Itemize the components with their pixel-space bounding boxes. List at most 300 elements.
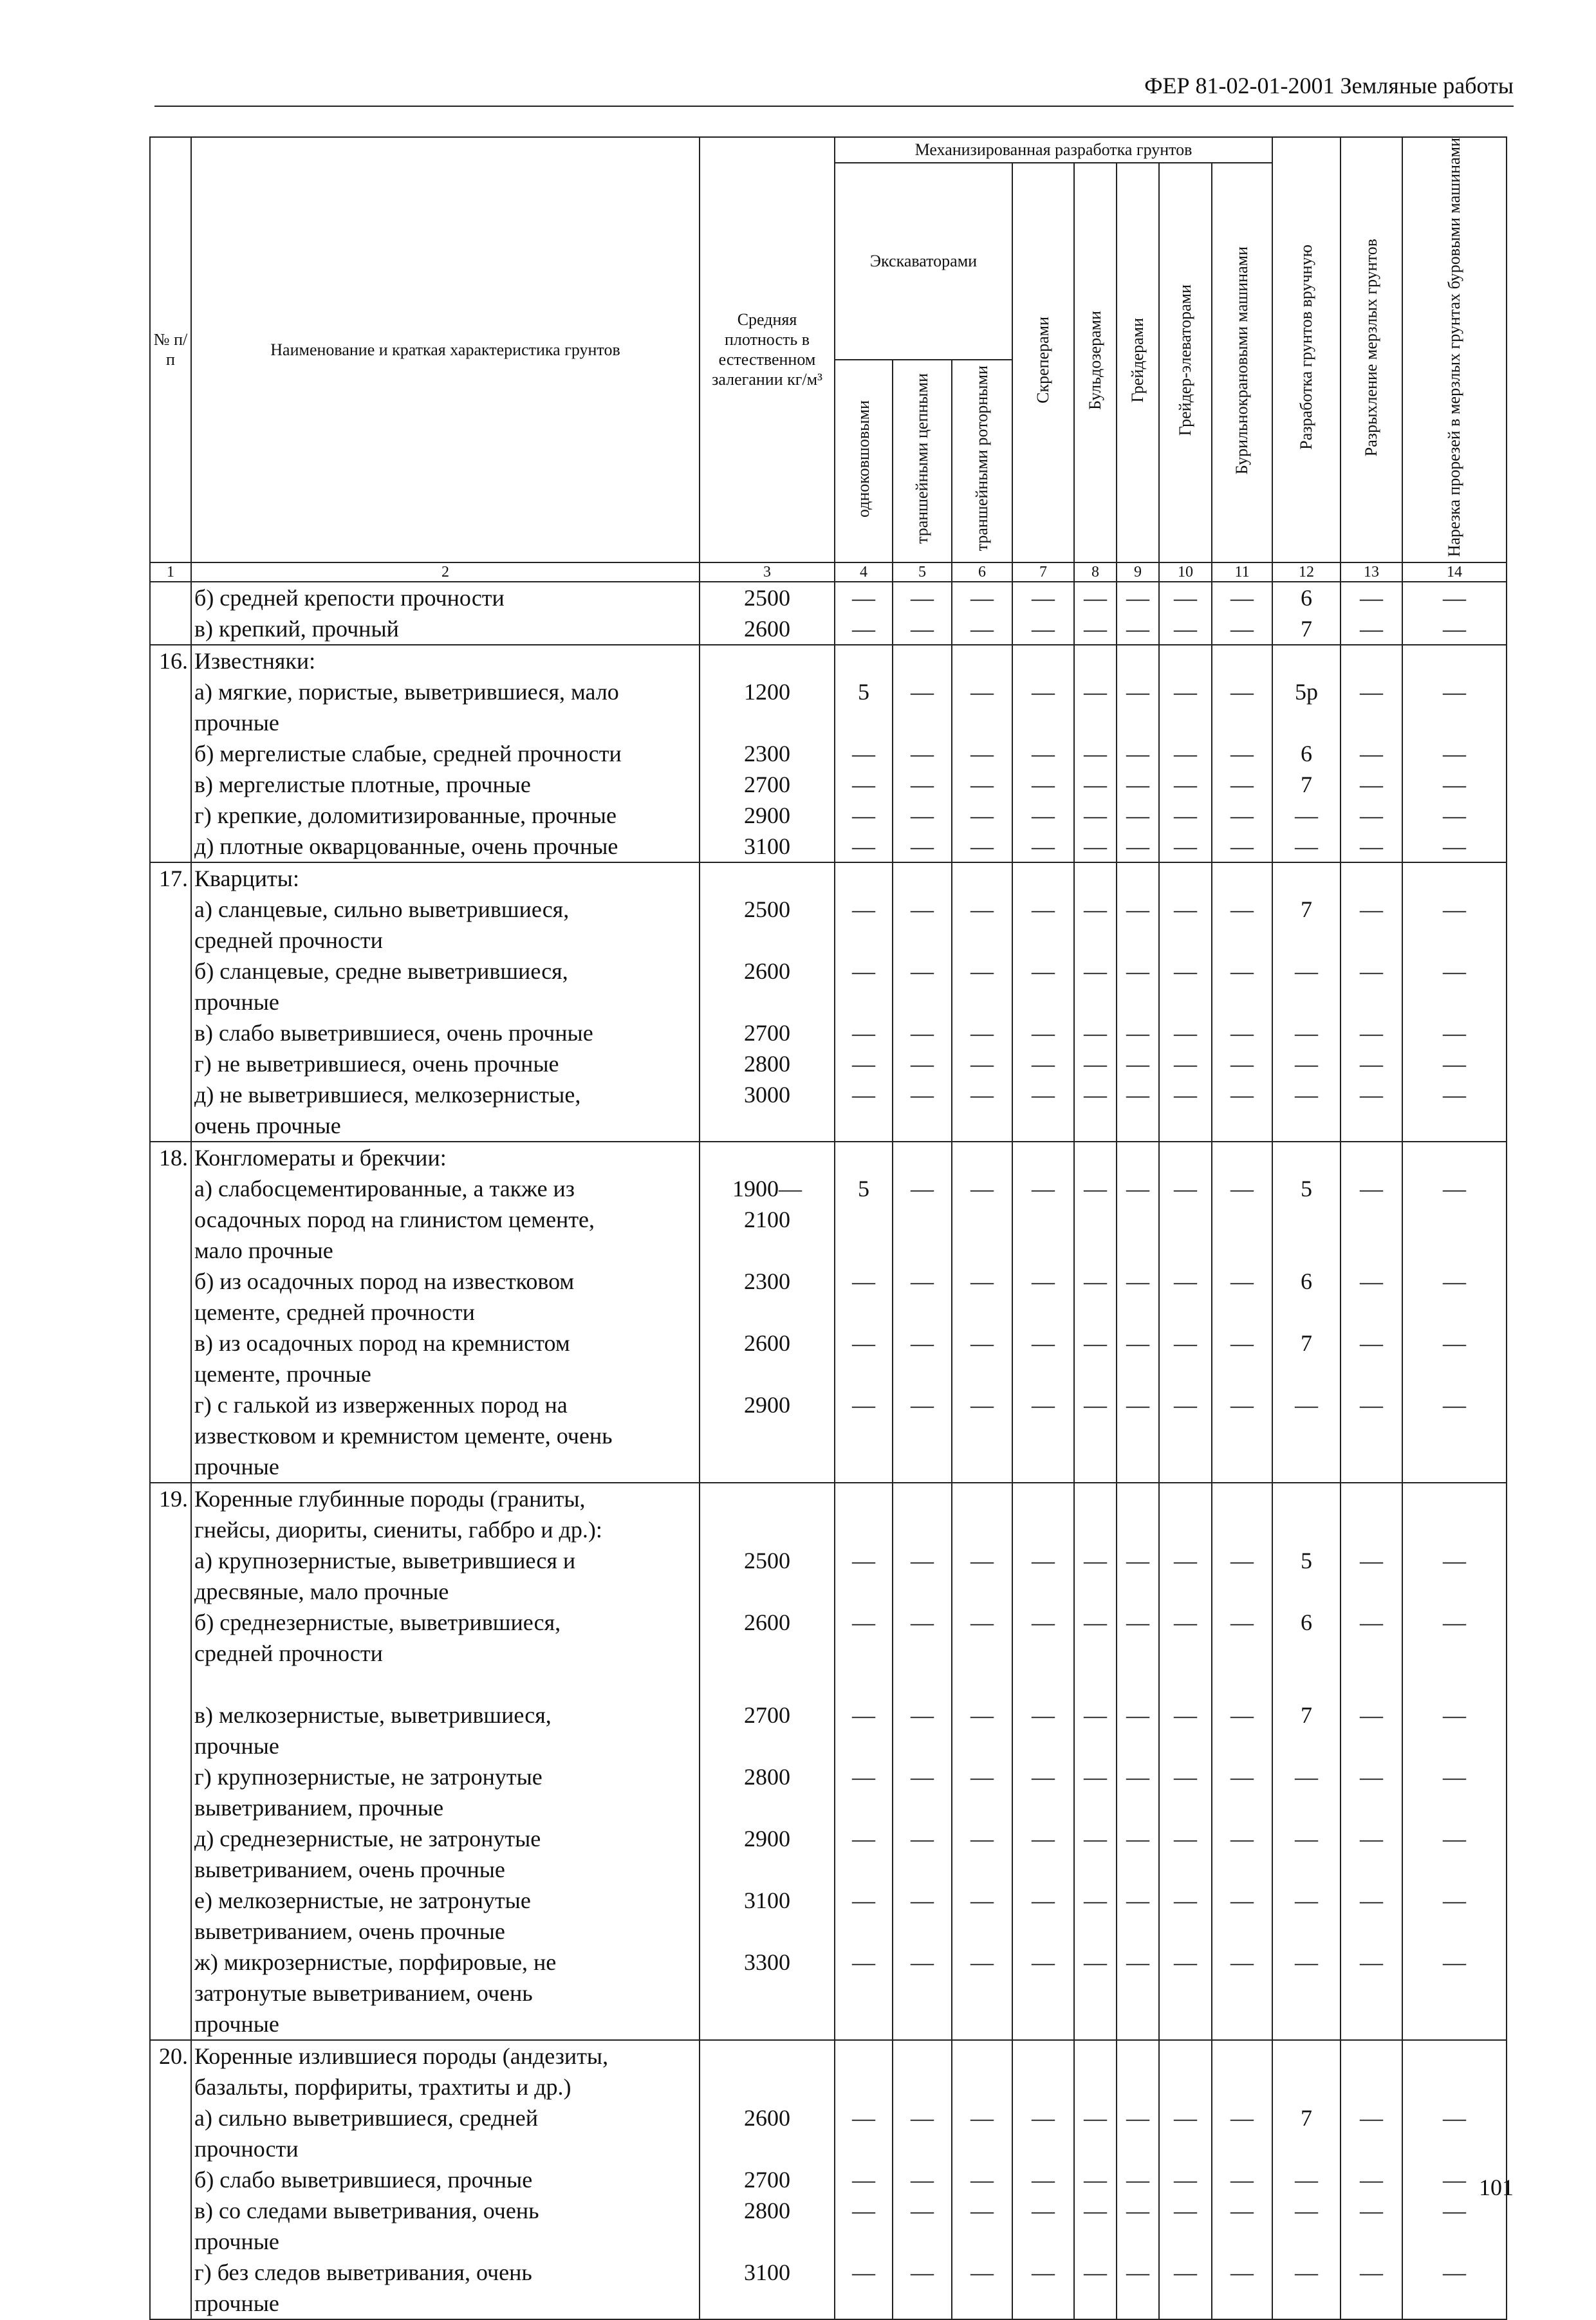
value-spacer xyxy=(1075,1514,1116,1545)
value-spacer xyxy=(1117,1731,1158,1761)
value-spacer xyxy=(893,645,951,676)
soil-group-row xyxy=(150,862,1507,1142)
norm-value: — xyxy=(1443,2197,1467,2223)
norm-value: — xyxy=(1230,584,1254,611)
soil-group-row xyxy=(150,582,1507,645)
value-spacer xyxy=(1403,1978,1506,2009)
value-spacer xyxy=(952,1638,1012,1669)
norm-value: — xyxy=(1443,1825,1467,1851)
group-values-col-13 xyxy=(1341,582,1402,645)
value-spacer xyxy=(1075,1110,1116,1141)
value-spacer xyxy=(1273,1420,1340,1451)
group-number xyxy=(150,1142,191,1483)
norm-value: — xyxy=(1084,1019,1107,1046)
value-spacer xyxy=(1160,2041,1211,2072)
group-values-col-12 xyxy=(1272,1483,1341,2040)
value-spacer xyxy=(835,1420,892,1451)
norm-value: — xyxy=(1032,615,1055,642)
norm-value: — xyxy=(1230,615,1254,642)
norm-value: — xyxy=(970,2104,994,2131)
soil-name: выветриванием, очень прочные xyxy=(194,1856,505,1882)
value-spacer xyxy=(835,1204,892,1235)
value-spacer xyxy=(893,1235,951,1266)
density-value: 1900— xyxy=(732,1175,802,1202)
density-value: 2300 xyxy=(744,1268,790,1294)
value-spacer xyxy=(1403,1483,1506,1514)
value-spacer xyxy=(893,2226,951,2257)
group-values-col-11 xyxy=(1212,1142,1272,1483)
density-spacer xyxy=(700,1576,834,1607)
value-spacer xyxy=(952,1854,1012,1885)
value-spacer xyxy=(893,1731,951,1761)
density-value: 3100 xyxy=(744,1887,790,1913)
value-spacer xyxy=(1273,2133,1340,2164)
group-values-col-10 xyxy=(1159,862,1212,1142)
value-spacer xyxy=(1075,1483,1116,1514)
norm-value: — xyxy=(1032,678,1055,705)
value-spacer xyxy=(952,2009,1012,2039)
value-spacer xyxy=(1117,1669,1158,1700)
value-spacer xyxy=(1160,1638,1211,1669)
norm-value: — xyxy=(1443,1702,1467,1728)
group-number-text: 16. xyxy=(159,647,188,674)
norm-value: — xyxy=(1174,896,1197,922)
value-spacer xyxy=(1117,1297,1158,1328)
value-spacer xyxy=(1212,1235,1272,1266)
soil-name: а) мягкие, пористые, выветрившиеся, мало xyxy=(194,678,619,705)
value-spacer xyxy=(893,1792,951,1823)
norm-value: — xyxy=(1174,1050,1197,1077)
value-spacer xyxy=(893,1916,951,1947)
norm-value: — xyxy=(852,1330,875,1356)
value-spacer xyxy=(1075,2226,1116,2257)
column-number-row xyxy=(150,562,1507,582)
density-spacer xyxy=(700,2072,834,2102)
value-spacer xyxy=(1273,1483,1340,1514)
norm-value: — xyxy=(1443,1050,1467,1077)
value-spacer xyxy=(952,987,1012,1017)
value-spacer xyxy=(1013,1638,1073,1669)
norm-value: — xyxy=(1032,1763,1055,1790)
group-title: Известняки: xyxy=(194,647,316,674)
value-spacer xyxy=(1341,707,1402,738)
norm-value: — xyxy=(970,802,994,828)
soil-name: в) мергелистые плотные, прочные xyxy=(194,771,531,797)
value-spacer xyxy=(1160,1235,1211,1266)
norm-value: — xyxy=(1360,1019,1384,1046)
value-spacer xyxy=(893,707,951,738)
norm-value: — xyxy=(911,1763,934,1790)
value-spacer xyxy=(1013,1420,1073,1451)
norm-value: — xyxy=(1230,1887,1254,1913)
norm-value: — xyxy=(970,1330,994,1356)
norm-value: — xyxy=(852,896,875,922)
value-spacer xyxy=(893,987,951,1017)
density-value: 2900 xyxy=(744,802,790,828)
value-spacer xyxy=(1212,2072,1272,2102)
norm-value: — xyxy=(1360,1050,1384,1077)
norm-value: — xyxy=(1126,615,1149,642)
group-densities xyxy=(700,645,835,862)
norm-value: — xyxy=(911,802,934,828)
value-spacer xyxy=(1273,1235,1340,1266)
header-rule xyxy=(154,106,1514,107)
soil-name: прочности xyxy=(194,2135,299,2162)
value-spacer xyxy=(1075,1359,1116,1389)
norm-value: — xyxy=(1443,833,1467,859)
value-spacer xyxy=(1273,1110,1340,1141)
norm-value: — xyxy=(1230,1081,1254,1108)
value-spacer xyxy=(952,1978,1012,2009)
group-values-col-7 xyxy=(1012,645,1074,862)
value-spacer xyxy=(1273,1359,1340,1389)
value-spacer xyxy=(1117,1916,1158,1947)
group-values-col-6 xyxy=(952,2040,1012,2319)
norm-value: — xyxy=(1174,1019,1197,1046)
soil-name: цементе, средней прочности xyxy=(194,1299,475,1325)
value-spacer xyxy=(1273,1514,1340,1545)
norm-value: — xyxy=(1032,802,1055,828)
value-spacer xyxy=(1212,1916,1272,1947)
header-col-4-label: одноковшовыми xyxy=(854,400,873,517)
norm-value: — xyxy=(911,1391,934,1418)
norm-value: — xyxy=(1174,1268,1197,1294)
value-spacer xyxy=(893,2133,951,2164)
value-spacer xyxy=(1212,2009,1272,2039)
norm-value: — xyxy=(852,833,875,859)
density-value: 2700 xyxy=(744,2166,790,2193)
norm-value: — xyxy=(1032,2104,1055,2131)
soil-name: в) со следами выветривания, очень xyxy=(194,2197,539,2223)
norm-value: — xyxy=(1443,802,1467,828)
norm-value: — xyxy=(1084,1175,1107,1202)
norm-value: — xyxy=(1032,1330,1055,1356)
value-spacer xyxy=(1075,1916,1116,1947)
value-spacer xyxy=(835,1576,892,1607)
value-spacer xyxy=(1117,1142,1158,1173)
group-values-col-8 xyxy=(1074,1142,1117,1483)
value-spacer xyxy=(1341,1916,1402,1947)
value-spacer xyxy=(1160,1916,1211,1947)
value-spacer xyxy=(952,1297,1012,1328)
density-spacer xyxy=(700,1142,834,1173)
density-value: 2900 xyxy=(744,1391,790,1418)
value-spacer xyxy=(1341,1420,1402,1451)
value-spacer xyxy=(1013,1483,1073,1514)
norm-value: — xyxy=(1126,1391,1149,1418)
norm-value: — xyxy=(1230,2259,1254,2285)
norm-value: — xyxy=(1295,1763,1319,1790)
density-value: 3100 xyxy=(744,833,790,859)
value-spacer xyxy=(1212,1792,1272,1823)
norm-value: — xyxy=(1126,1949,1149,1975)
value-spacer xyxy=(1341,1110,1402,1141)
norm-value: — xyxy=(1126,833,1149,859)
norm-value: — xyxy=(1126,1763,1149,1790)
value-spacer xyxy=(1117,645,1158,676)
value-spacer xyxy=(893,1638,951,1669)
value-spacer xyxy=(1341,1483,1402,1514)
value-spacer xyxy=(835,1514,892,1545)
group-values-col-4 xyxy=(835,1483,893,2040)
value-spacer xyxy=(1212,1576,1272,1607)
norm-value: — xyxy=(852,802,875,828)
header-col-10 xyxy=(1159,163,1212,562)
value-spacer xyxy=(1403,1359,1506,1389)
group-values-col-5 xyxy=(893,1483,952,2040)
soil-name: выветриванием, очень прочные xyxy=(194,1918,505,1944)
norm-value: — xyxy=(1174,2197,1197,2223)
norm-value: — xyxy=(1295,1887,1319,1913)
norm-value: — xyxy=(1126,678,1149,705)
norm-value: — xyxy=(1126,1175,1149,1202)
value-spacer xyxy=(1117,1451,1158,1482)
norm-value: — xyxy=(1084,1081,1107,1108)
norm-value: — xyxy=(911,1949,934,1975)
soil-name: в) слабо выветрившиеся, очень прочные xyxy=(194,1019,593,1046)
group-values-col-9 xyxy=(1117,582,1159,645)
value-spacer xyxy=(835,1792,892,1823)
group-values-col-8 xyxy=(1074,2040,1117,2319)
norm-value: — xyxy=(1126,1330,1149,1356)
norm-value: — xyxy=(1360,2259,1384,2285)
value-spacer xyxy=(835,987,892,1017)
value-spacer xyxy=(1160,1792,1211,1823)
norm-value: — xyxy=(852,771,875,797)
value-spacer xyxy=(1117,1235,1158,1266)
column-number-4: 4 xyxy=(835,562,893,582)
value-spacer xyxy=(1212,2226,1272,2257)
density-spacer xyxy=(700,925,834,956)
value-spacer xyxy=(1160,1978,1211,2009)
value-spacer xyxy=(1117,2288,1158,2319)
soil-name: б) из осадочных пород на известковом xyxy=(194,1268,575,1294)
value-spacer xyxy=(1341,2133,1402,2164)
norm-value: — xyxy=(1295,1019,1319,1046)
value-spacer xyxy=(1212,925,1272,956)
norm-value: — xyxy=(1443,2166,1467,2193)
soil-name: затронутые выветриванием, очень xyxy=(194,1980,533,2006)
norm-value: — xyxy=(1295,1081,1319,1108)
norm-value: — xyxy=(1295,958,1319,984)
norm-value: — xyxy=(1126,1050,1149,1077)
value-spacer xyxy=(1160,1204,1211,1235)
header-col-13 xyxy=(1341,137,1402,562)
column-number-10: 10 xyxy=(1159,562,1212,582)
value-spacer xyxy=(1212,1451,1272,1482)
value-spacer xyxy=(893,863,951,894)
density-spacer xyxy=(700,2009,834,2039)
norm-value: — xyxy=(1084,771,1107,797)
density-spacer xyxy=(700,1792,834,1823)
value-spacer xyxy=(1075,925,1116,956)
soil-group-row xyxy=(150,645,1507,862)
header-col-12-label: Разработка грунтов вручную xyxy=(1297,245,1316,450)
norm-value: — xyxy=(970,740,994,766)
value-spacer xyxy=(1075,1142,1116,1173)
norm-value: 5 xyxy=(1301,1547,1313,1573)
group-values-col-11 xyxy=(1212,862,1272,1142)
value-spacer xyxy=(835,1916,892,1947)
value-spacer xyxy=(1403,2041,1506,2072)
value-spacer xyxy=(1075,2133,1116,2164)
group-values-col-10 xyxy=(1159,2040,1212,2319)
value-spacer xyxy=(1160,2072,1211,2102)
value-spacer xyxy=(1341,1576,1402,1607)
density-spacer xyxy=(700,1978,834,2009)
norm-value: — xyxy=(1230,1175,1254,1202)
density-value: 2700 xyxy=(744,771,790,797)
value-spacer xyxy=(1341,1978,1402,2009)
value-spacer xyxy=(1013,2041,1073,2072)
group-number xyxy=(150,645,191,862)
norm-value: — xyxy=(1174,1175,1197,1202)
value-spacer xyxy=(1403,1420,1506,1451)
value-spacer xyxy=(1212,645,1272,676)
value-spacer xyxy=(893,1359,951,1389)
value-spacer xyxy=(1273,2041,1340,2072)
norm-value: — xyxy=(852,584,875,611)
value-spacer xyxy=(1160,1731,1211,1761)
header-col-11 xyxy=(1212,163,1272,562)
norm-value: — xyxy=(852,1825,875,1851)
value-spacer xyxy=(893,925,951,956)
norm-value: — xyxy=(970,2166,994,2193)
soil-name: известковом и кремнистом цементе, очень xyxy=(194,1422,613,1449)
norm-value: — xyxy=(1230,2197,1254,2223)
value-spacer xyxy=(1075,2009,1116,2039)
norm-value: — xyxy=(1084,1825,1107,1851)
column-number-2: 2 xyxy=(191,562,700,582)
norm-value: — xyxy=(1360,1268,1384,1294)
soil-name: ж) микрозернистые, порфировые, не xyxy=(194,1949,557,1975)
norm-value: — xyxy=(1084,1547,1107,1573)
value-spacer xyxy=(952,1235,1012,1266)
value-spacer xyxy=(1273,1451,1340,1482)
norm-value: — xyxy=(1230,896,1254,922)
norm-value: — xyxy=(1230,771,1254,797)
group-title: базальты, порфириты, трахтиты и др.) xyxy=(194,2074,571,2100)
value-spacer xyxy=(1273,707,1340,738)
value-spacer xyxy=(1160,1420,1211,1451)
value-spacer xyxy=(952,1451,1012,1482)
norm-value: — xyxy=(1295,833,1319,859)
norm-value: — xyxy=(1084,2259,1107,2285)
norm-value: — xyxy=(1360,1949,1384,1975)
soil-name: а) крупнозернистые, выветрившиеся и xyxy=(194,1547,576,1573)
value-spacer xyxy=(1117,1483,1158,1514)
value-spacer xyxy=(952,2041,1012,2072)
norm-value: — xyxy=(1126,1081,1149,1108)
norm-value: — xyxy=(1032,1887,1055,1913)
density-value: 2700 xyxy=(744,1702,790,1728)
norm-value: — xyxy=(1084,2197,1107,2223)
value-spacer xyxy=(1117,925,1158,956)
value-spacer xyxy=(835,863,892,894)
norm-value: — xyxy=(1230,678,1254,705)
norm-value: — xyxy=(970,1019,994,1046)
value-spacer xyxy=(1160,1451,1211,1482)
norm-value: — xyxy=(1443,1609,1467,1635)
soil-name: мало прочные xyxy=(194,1237,333,1263)
norm-value: — xyxy=(1032,740,1055,766)
group-values-col-7 xyxy=(1012,582,1074,645)
norm-value: — xyxy=(911,678,934,705)
header-col-7 xyxy=(1012,163,1074,562)
norm-value: — xyxy=(852,2104,875,2131)
group-values-col-14 xyxy=(1402,1483,1507,2040)
value-spacer xyxy=(1013,1110,1073,1141)
soil-name: прочные xyxy=(194,1732,279,1759)
value-spacer xyxy=(835,1142,892,1173)
norm-value: — xyxy=(1084,1949,1107,1975)
soil-classification-table xyxy=(149,136,1507,2320)
group-values-col-5 xyxy=(893,862,952,1142)
value-spacer xyxy=(952,1916,1012,1947)
column-number-11: 11 xyxy=(1212,562,1272,582)
norm-value: — xyxy=(1032,1050,1055,1077)
norm-value: — xyxy=(970,1391,994,1418)
density-value: 2900 xyxy=(744,1825,790,1851)
norm-value: — xyxy=(852,1547,875,1573)
norm-value: — xyxy=(1230,1330,1254,1356)
value-spacer xyxy=(1117,1420,1158,1451)
value-spacer xyxy=(1160,707,1211,738)
density-value: 2100 xyxy=(744,1206,790,1232)
group-number-text: 17. xyxy=(159,865,188,891)
value-spacer xyxy=(1160,1142,1211,1173)
header-col-13-label: Разрыхление мерзлых грунтов xyxy=(1362,238,1381,456)
density-value: 2600 xyxy=(744,2104,790,2131)
soil-name: прочные xyxy=(194,1453,279,1480)
norm-value: — xyxy=(911,615,934,642)
value-spacer xyxy=(1212,1669,1272,1700)
value-spacer xyxy=(1013,1235,1073,1266)
norm-value: 5р xyxy=(1295,678,1319,705)
norm-value: — xyxy=(1360,833,1384,859)
density-value: 1200 xyxy=(744,678,790,705)
value-spacer xyxy=(1341,1204,1402,1235)
norm-value: — xyxy=(911,1330,934,1356)
soil-name: г) крепкие, доломитизированные, прочные xyxy=(194,802,617,828)
value-spacer xyxy=(952,2288,1012,2319)
norm-value: — xyxy=(1230,1825,1254,1851)
soil-name: д) среднезернистые, не затронутые xyxy=(194,1825,541,1851)
norm-value: — xyxy=(1230,833,1254,859)
value-spacer xyxy=(1341,1669,1402,1700)
value-spacer xyxy=(1212,1297,1272,1328)
norm-value: — xyxy=(1360,802,1384,828)
norm-value: — xyxy=(852,1949,875,1975)
value-spacer xyxy=(1273,1638,1340,1669)
value-spacer xyxy=(1117,2072,1158,2102)
value-spacer xyxy=(1212,2133,1272,2164)
norm-value: — xyxy=(1360,2166,1384,2193)
norm-value: — xyxy=(1443,1175,1467,1202)
value-spacer xyxy=(1212,2288,1272,2319)
norm-value: — xyxy=(1084,584,1107,611)
norm-value: — xyxy=(1174,1887,1197,1913)
norm-value: — xyxy=(852,2259,875,2285)
norm-value: — xyxy=(1443,1547,1467,1573)
norm-value: — xyxy=(1032,1175,1055,1202)
density-value: 2800 xyxy=(744,2197,790,2223)
value-spacer xyxy=(1013,1297,1073,1328)
norm-value: — xyxy=(852,1081,875,1108)
value-spacer xyxy=(952,1483,1012,1514)
soil-name: цементе, прочные xyxy=(194,1360,371,1387)
value-spacer xyxy=(1212,2041,1272,2072)
